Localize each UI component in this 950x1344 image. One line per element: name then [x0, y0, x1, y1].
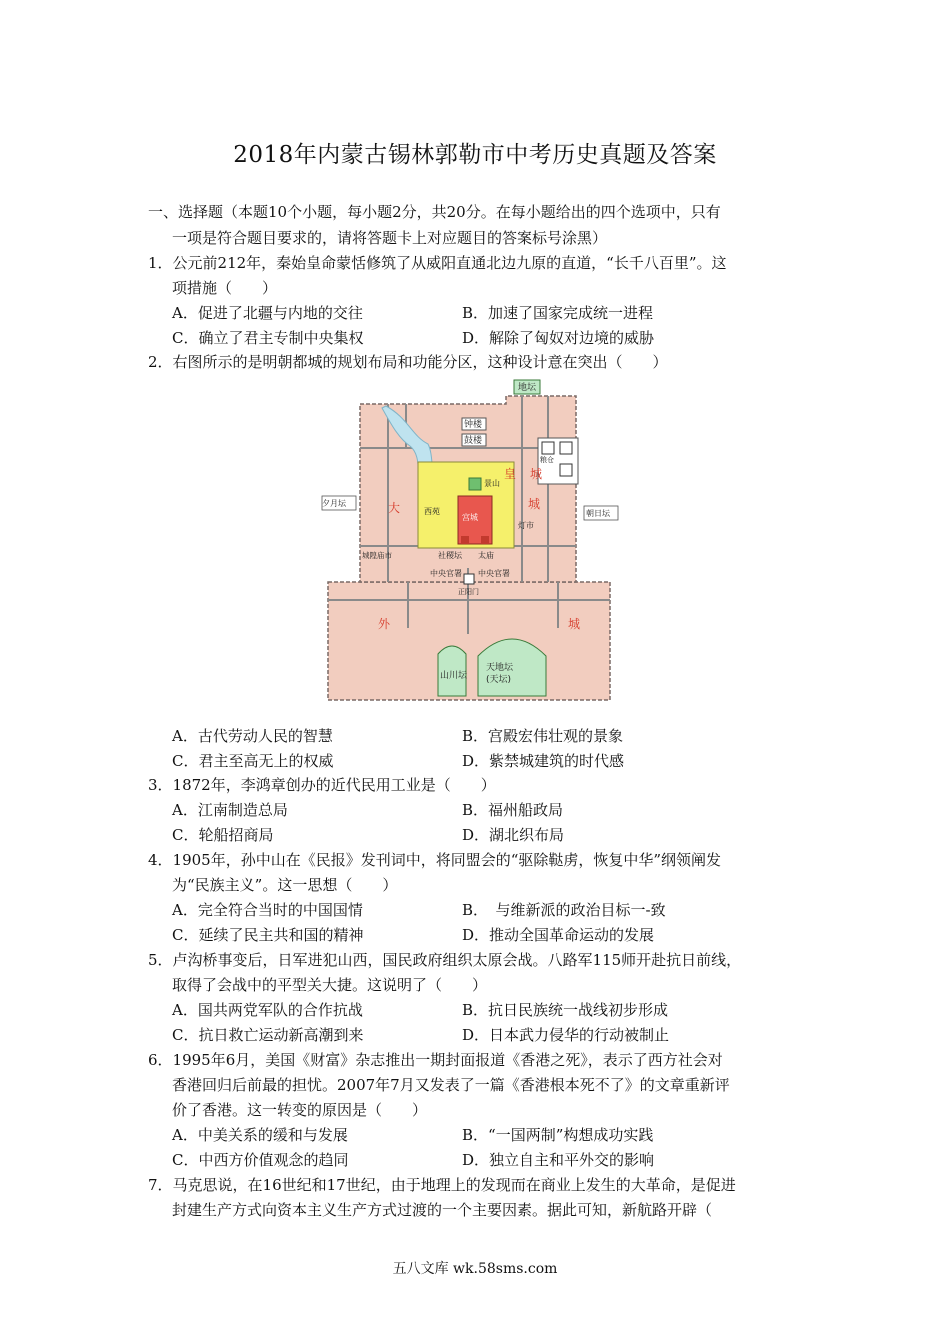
question-6-option-c[interactable]: C．中西方价值观念的趋同 [172, 1151, 349, 1169]
question-3-text: 3．1872年，李鸿章创办的近代民用工业是（ ） [148, 776, 496, 794]
map-label-chaoritan: 朝日坛 [586, 509, 610, 518]
map-label-xiyuan: 西苑 [424, 507, 440, 516]
question-4-text: 4．1905年，孙中山在《民报》发刊词中，将同盟会的“驱除鞑虏，恢复中华”纲领阐发 [148, 851, 722, 869]
map-label-guan-right: 中央官署 [478, 569, 510, 578]
map-label-zhengyang: 正阳门 [458, 588, 479, 596]
question-4-option-c[interactable]: C．延续了民主共和国的精神 [172, 926, 364, 944]
question-4-option-b[interactable]: B． 与维新派的政治目标一-致 [462, 901, 666, 919]
map-label-taimiao: 太庙 [478, 551, 494, 560]
ming-capital-map [318, 378, 624, 706]
question-5-text: 5．卢沟桥事变后，日军进犯山西，国民政府组织太原会战。八路军115师开赴抗日前线， [148, 951, 742, 969]
map-label-gulou: 鼓楼 [464, 436, 483, 446]
page-title: 2018年内蒙古锡林郭勒市中考历史真题及答案 [233, 142, 717, 168]
question-1-text: 1．公元前212年，秦始皇命蒙恬修筑了从威阳直通北边九原的直道，“长千八百里”。这 [148, 254, 727, 272]
question-1-text-cont: 项措施（ ） [172, 279, 278, 297]
question-5-option-d[interactable]: D．日本武力侵华的行动被制止 [462, 1026, 670, 1044]
map-label-gongcheng: 宫城 [462, 513, 478, 522]
question-7-text: 7．马克思说，在16世纪和17世纪，由于地理上的发现而在商业上发生的大革命，是促进 [148, 1176, 736, 1194]
map-label-sheji: 社稷坛 [438, 551, 462, 560]
map-label-tiandi1: 天地坛 [486, 663, 514, 673]
question-2-option-d[interactable]: D．紫禁城建筑的时代感 [462, 752, 625, 770]
map-label-dengshi: 灯市 [518, 521, 534, 530]
question-3-option-c[interactable]: C．轮船招商局 [172, 826, 274, 844]
question-5-option-b[interactable]: B．抗日民族统一战线初步形成 [462, 1001, 669, 1019]
question-3-option-b[interactable]: B．福州船政局 [462, 801, 564, 819]
map-label-cheng-inner: 城 [528, 497, 541, 511]
map-label-zhonglou: 钟楼 [464, 420, 483, 430]
map-label-chenghuang: 城隍庙市 [362, 551, 392, 560]
question-4-text-cont: 为“民族主义”。这一思想（ ） [172, 876, 398, 894]
question-6-option-b[interactable]: B．“一国两制”构想成功实践 [462, 1126, 654, 1144]
map-label-yueritan: 夕月坛 [322, 499, 346, 508]
map-label-jingshan: 景山 [484, 479, 500, 488]
question-2-text: 2．右图所示的是明朝都城的规划布局和功能分区，这种设计意在突出（ ） [148, 353, 668, 371]
question-6-text-cont: 香港回归后前最的担忧。2007年7月又发表了一篇《香港根本死不了》的文章重新评 [172, 1076, 730, 1094]
question-2-option-b[interactable]: B．宫殿宏伟壮观的景象 [462, 727, 624, 745]
question-1-option-b[interactable]: B．加速了国家完成统一进程 [462, 304, 654, 322]
map-label-guan-left: 中央官署 [430, 569, 462, 578]
question-1-option-a[interactable]: A．促进了北疆与内地的交往 [172, 304, 363, 322]
section-instruction-cont: 一项是符合题目要求的，请将答题卡上对应题目的答案标号涂黑） [172, 229, 608, 247]
map-label-wai: 外 [378, 617, 391, 631]
question-6-option-d[interactable]: D．独立自主和平外交的影响 [462, 1151, 655, 1169]
question-5-option-c[interactable]: C．抗日救亡运动新高潮到来 [172, 1026, 364, 1044]
map-label-da: 大 [388, 501, 401, 515]
question-6-option-a[interactable]: A．中美关系的缓和与发展 [172, 1126, 348, 1144]
question-4-option-a[interactable]: A．完全符合当时的中国国情 [172, 901, 363, 919]
question-6-text: 6．1995年6月，美国《财富》杂志推出一期封面报道《香港之死》，表示了西方社会对 [148, 1051, 723, 1069]
question-3-option-d[interactable]: D．湖北织布局 [462, 826, 565, 844]
question-6-text-cont2: 价了香港。这一转变的原因是（ ） [172, 1101, 428, 1119]
map-label-ditan: 地坛 [518, 383, 537, 393]
map-label-cheng-outer: 城 [568, 617, 581, 631]
section-instruction: 一、选择题（本题10个小题，每小题2分，共20分。在每小题给出的四个选项中，只有 [148, 203, 721, 221]
question-4-option-d[interactable]: D．推动全国革命运动的发展 [462, 926, 655, 944]
question-1-option-c[interactable]: C．确立了君主专制中央集权 [172, 329, 364, 347]
question-2-option-a[interactable]: A．古代劳动人民的智慧 [172, 727, 333, 745]
map-label-shanchuan: 山川坛 [440, 671, 468, 681]
map-label-cangchang: 粮仓 [540, 456, 554, 464]
map-label-cheng-big: 城 [530, 467, 543, 481]
question-5-text-cont: 取得了会战中的平型关大捷。这说明了（ ） [172, 976, 488, 994]
map-label-huang: 皇 [504, 467, 517, 481]
page-footer: 五八文库 wk.58sms.com [392, 1261, 558, 1277]
question-3-option-a[interactable]: A．江南制造总局 [172, 801, 288, 819]
question-7-text-cont: 封建生产方式向资本主义生产方式过渡的一个主要因素。据此可知，新航路开辟（ [172, 1201, 713, 1219]
question-1-option-d[interactable]: D．解除了匈奴对边境的威胁 [462, 329, 655, 347]
map-label-tiandi2: (天坛) [486, 675, 512, 685]
question-5-option-a[interactable]: A．国共两党军队的合作抗战 [172, 1001, 363, 1019]
question-2-option-c[interactable]: C．君主至高无上的权威 [172, 752, 334, 770]
